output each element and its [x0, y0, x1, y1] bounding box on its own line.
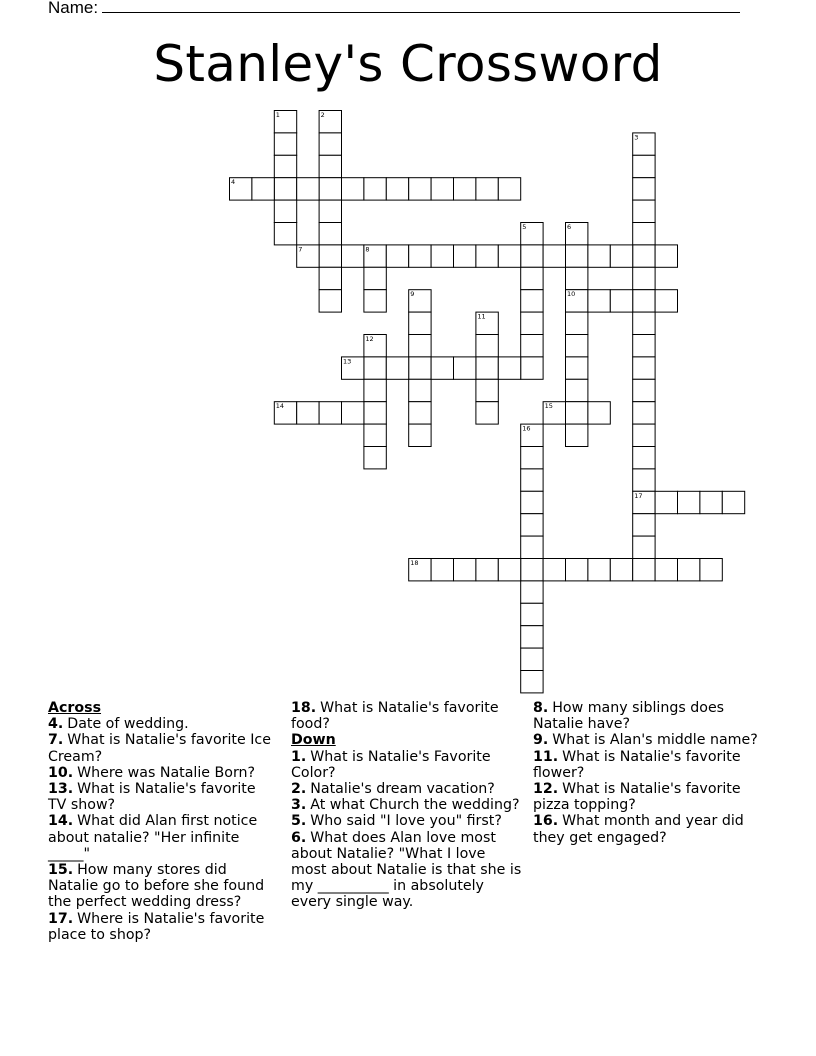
- clue-number: 3: [634, 133, 639, 142]
- page-title: Stanley's Crossword: [153, 35, 663, 93]
- clue-number: 14: [275, 402, 285, 411]
- grid-cell[interactable]: [476, 559, 498, 581]
- grid-cell[interactable]: [521, 447, 543, 469]
- across-clue: [48, 732, 278, 764]
- clue-number-label: 6.: [291, 829, 307, 846]
- clue-number: 18: [410, 559, 419, 567]
- across-clue: [291, 700, 523, 732]
- grid-cell[interactable]: [521, 267, 543, 289]
- clue-text: What is Natalie's favorite flower?: [533, 748, 741, 781]
- down-clue: [291, 781, 523, 797]
- clue-number: 5: [522, 223, 527, 231]
- grid-cell[interactable]: [588, 402, 610, 424]
- grid-cell[interactable]: [364, 335, 386, 357]
- down-clue: [533, 813, 769, 845]
- clue-number-label: 15.: [48, 862, 74, 879]
- clue-number-label: 11.: [533, 748, 559, 765]
- grid-cell[interactable]: [498, 357, 520, 379]
- clue-text: What did Alan first notice about natalie? "Her infinite _____": [48, 813, 258, 862]
- grid-cell[interactable]: [364, 402, 386, 424]
- grid-cell[interactable]: [633, 379, 655, 401]
- clues-column-1: [48, 700, 278, 943]
- grid-cell[interactable]: [678, 559, 700, 581]
- clue-text: Who said "I love you" first?: [310, 813, 502, 830]
- grid-cell[interactable]: [633, 469, 655, 491]
- grid-cell[interactable]: [274, 111, 296, 133]
- grid-cell[interactable]: [364, 178, 386, 200]
- grid-cell[interactable]: [252, 178, 274, 200]
- down-heading: Down: [291, 732, 336, 749]
- clue-number: 16: [522, 424, 531, 433]
- name-label: Name:: [48, 0, 99, 17]
- grid-cell[interactable]: [566, 223, 588, 245]
- clue-text: What month and year did they get engaged?: [533, 813, 744, 846]
- grid-cell[interactable]: [364, 357, 386, 379]
- clue-text: Where is Natalie's favorite place to shop?: [48, 910, 265, 943]
- grid-cell[interactable]: [633, 290, 655, 312]
- clue-number: 4: [231, 178, 236, 187]
- clue-number-label: 12.: [533, 781, 559, 798]
- grid-cell[interactable]: [454, 357, 476, 379]
- grid-cell[interactable]: [521, 491, 543, 513]
- grid-cell[interactable]: [521, 290, 543, 312]
- down-clue: [291, 749, 523, 781]
- across-clue: [48, 765, 278, 781]
- clue-text: What does Alan love most about Natalie? "What I love most about Natalie is that she is my __________ in absolutely every single way.: [291, 829, 522, 911]
- clue-number: 2: [320, 111, 325, 119]
- clue-number-label: 17.: [48, 910, 74, 927]
- grid-cell[interactable]: [274, 133, 296, 155]
- grid-cell[interactable]: [633, 312, 655, 334]
- grid-cell[interactable]: [297, 402, 319, 424]
- grid-cell[interactable]: [476, 312, 498, 334]
- grid-cell[interactable]: [476, 178, 498, 200]
- grid-cell[interactable]: [274, 223, 296, 245]
- grid-cell[interactable]: [319, 133, 341, 155]
- grid-cell[interactable]: [521, 514, 543, 536]
- grid-cell[interactable]: [521, 603, 543, 625]
- grid-cell[interactable]: [454, 559, 476, 581]
- clue-text: Date of wedding.: [67, 716, 189, 733]
- grid-cell[interactable]: [476, 379, 498, 401]
- grid-cell[interactable]: [364, 424, 386, 446]
- clue-number-label: 2.: [291, 781, 307, 798]
- grid-cell[interactable]: [476, 357, 498, 379]
- grid-cell[interactable]: [566, 402, 588, 424]
- across-heading: Across: [48, 700, 102, 716]
- grid-cell[interactable]: [633, 559, 655, 581]
- grid-cell[interactable]: [364, 245, 386, 267]
- clue-text: How many siblings does Natalie have?: [533, 700, 725, 733]
- clue-number: 7: [298, 245, 303, 254]
- grid-cell[interactable]: [521, 559, 543, 581]
- grid-cell[interactable]: [521, 312, 543, 334]
- grid-cell[interactable]: [521, 335, 543, 357]
- grid-cell[interactable]: [521, 469, 543, 491]
- clue-text: Where was Natalie Born?: [77, 764, 256, 781]
- grid-cell[interactable]: [633, 402, 655, 424]
- grid-cell[interactable]: [431, 559, 453, 581]
- down-clue: [533, 700, 769, 732]
- clue-number-label: 3.: [291, 797, 307, 814]
- grid-cell[interactable]: [633, 357, 655, 379]
- clue-number: 6: [567, 223, 572, 231]
- grid-cell[interactable]: [633, 267, 655, 289]
- grid-cell[interactable]: [566, 424, 588, 446]
- grid-cell[interactable]: [297, 245, 319, 267]
- grid-cell[interactable]: [431, 245, 453, 267]
- clue-number: 15: [544, 402, 553, 411]
- grid-cell[interactable]: [566, 267, 588, 289]
- grid-cell[interactable]: [655, 491, 677, 513]
- clue-text: What is Natalie's favorite Ice Cream?: [48, 732, 271, 765]
- grid-cell[interactable]: [386, 357, 408, 379]
- grid-cell[interactable]: [655, 559, 677, 581]
- grid-cell[interactable]: [610, 290, 632, 312]
- clue-text: What is Natalie's favorite pizza topping?: [533, 781, 741, 814]
- grid-cell[interactable]: [566, 335, 588, 357]
- grid-cell[interactable]: [409, 357, 431, 379]
- grid-cell[interactable]: [409, 559, 431, 581]
- grid-cell[interactable]: [543, 402, 565, 424]
- grid-cell[interactable]: [722, 491, 744, 513]
- across-clue: [48, 911, 278, 943]
- grid-cell[interactable]: [566, 357, 588, 379]
- grid-cell[interactable]: [230, 178, 252, 200]
- grid-cell[interactable]: [454, 178, 476, 200]
- grid-cell[interactable]: [521, 223, 543, 245]
- grid-cell[interactable]: [633, 245, 655, 267]
- grid-cell[interactable]: [319, 267, 341, 289]
- grid-cell[interactable]: [700, 491, 722, 513]
- grid-cell[interactable]: [521, 648, 543, 670]
- grid-cell[interactable]: [566, 245, 588, 267]
- grid-cell[interactable]: [386, 245, 408, 267]
- grid-cell[interactable]: [633, 447, 655, 469]
- grid-cell[interactable]: [498, 178, 520, 200]
- clue-number-label: 9.: [533, 732, 549, 749]
- grid-cell[interactable]: [521, 671, 543, 693]
- name-line: [48, 0, 740, 18]
- clue-number-label: 13.: [48, 781, 74, 798]
- clue-text: What is Natalie's favorite food?: [291, 700, 499, 733]
- grid-cell[interactable]: [409, 424, 431, 446]
- clue-text: Natalie's dream vacation?: [310, 781, 495, 798]
- clues-column-3: [533, 700, 769, 846]
- grid-cell[interactable]: [319, 245, 341, 267]
- clue-number-label: 4.: [48, 716, 64, 733]
- clue-number-label: 14.: [48, 813, 74, 830]
- grid-cell[interactable]: [454, 245, 476, 267]
- grid-cell[interactable]: [274, 200, 296, 222]
- grid-cell[interactable]: [319, 402, 341, 424]
- grid-cell[interactable]: [342, 245, 364, 267]
- clue-number: 8: [365, 245, 370, 254]
- clue-text: What is Natalie's Favorite Color?: [291, 748, 491, 781]
- clue-number: 11: [477, 312, 486, 321]
- grid-cell[interactable]: [566, 379, 588, 401]
- down-clue: [291, 813, 523, 829]
- clue-number: 9: [410, 290, 415, 299]
- grid-cell[interactable]: [633, 335, 655, 357]
- grid-cell[interactable]: [543, 245, 565, 267]
- clue-number-label: 5.: [291, 813, 307, 830]
- grid-cell[interactable]: [364, 379, 386, 401]
- grid-cell[interactable]: [633, 424, 655, 446]
- grid-cell[interactable]: [409, 245, 431, 267]
- grid-cell[interactable]: [364, 290, 386, 312]
- clue-number: 17: [634, 491, 643, 500]
- grid-cell[interactable]: [633, 133, 655, 155]
- grid-cell[interactable]: [364, 447, 386, 469]
- grid-cell[interactable]: [655, 290, 677, 312]
- down-clue: [533, 781, 769, 813]
- clue-number: 12: [365, 335, 374, 343]
- down-clue: [291, 797, 523, 813]
- grid-cell[interactable]: [297, 178, 319, 200]
- grid-cell[interactable]: [521, 357, 543, 379]
- clue-number-label: 1.: [291, 748, 307, 765]
- grid-cell[interactable]: [498, 245, 520, 267]
- clues-column-2: [291, 700, 523, 911]
- clue-number-label: 8.: [533, 700, 549, 716]
- grid-cell[interactable]: [700, 559, 722, 581]
- grid-cell[interactable]: [274, 155, 296, 177]
- grid-cell[interactable]: [274, 402, 296, 424]
- grid-cell[interactable]: [342, 357, 364, 379]
- grid-cell[interactable]: [409, 290, 431, 312]
- grid-cell[interactable]: [633, 155, 655, 177]
- grid-cell[interactable]: [319, 223, 341, 245]
- across-clue: [48, 781, 278, 813]
- grid-cell[interactable]: [364, 267, 386, 289]
- grid-cell[interactable]: [386, 178, 408, 200]
- grid-cell[interactable]: [319, 290, 341, 312]
- grid-cell[interactable]: [521, 626, 543, 648]
- grid-cell[interactable]: [588, 559, 610, 581]
- grid-cell[interactable]: [409, 312, 431, 334]
- across-clue: [48, 716, 278, 732]
- clue-text: What is Alan's middle name?: [552, 732, 758, 749]
- clue-number-label: 18.: [291, 700, 317, 716]
- grid-cell[interactable]: [319, 111, 341, 133]
- across-clue: [48, 813, 278, 862]
- grid-cell[interactable]: [521, 245, 543, 267]
- down-clue: [533, 749, 769, 781]
- grid-cell[interactable]: [633, 223, 655, 245]
- grid-cell[interactable]: [633, 514, 655, 536]
- grid-cell[interactable]: [319, 155, 341, 177]
- clue-text: What is Natalie's favorite TV show?: [48, 781, 256, 814]
- grid-cell[interactable]: [476, 335, 498, 357]
- grid-cell[interactable]: [543, 559, 565, 581]
- clue-number: 13: [343, 357, 352, 366]
- grid-cell[interactable]: [342, 402, 364, 424]
- grid-cell[interactable]: [655, 245, 677, 267]
- clue-text: At what Church the wedding?: [310, 797, 520, 814]
- grid-cell[interactable]: [409, 402, 431, 424]
- name-field[interactable]: [102, 0, 740, 13]
- grid-cell[interactable]: [476, 245, 498, 267]
- grid-cell[interactable]: [610, 559, 632, 581]
- grid-cell[interactable]: [610, 245, 632, 267]
- grid-cell[interactable]: [319, 178, 341, 200]
- grid-cell[interactable]: [521, 536, 543, 558]
- grid-cell[interactable]: [476, 402, 498, 424]
- clue-text: How many stores did Natalie go to before she found the perfect wedding dress?: [48, 862, 265, 911]
- clue-number-label: 7.: [48, 732, 64, 749]
- grid-cell[interactable]: [588, 290, 610, 312]
- grid-cell[interactable]: [633, 200, 655, 222]
- grid-cell[interactable]: [409, 178, 431, 200]
- down-clue: [533, 732, 769, 748]
- clue-number-label: 16.: [533, 813, 559, 830]
- grid-cell[interactable]: [633, 178, 655, 200]
- across-clue: [48, 862, 278, 911]
- grid-cell[interactable]: [409, 379, 431, 401]
- grid-cell[interactable]: [431, 357, 453, 379]
- grid-cell[interactable]: [409, 335, 431, 357]
- grid-cell[interactable]: [521, 424, 543, 446]
- grid-cell[interactable]: [431, 178, 453, 200]
- grid-cell[interactable]: [566, 290, 588, 312]
- clue-number-label: 10.: [48, 764, 74, 781]
- grid-cell[interactable]: [633, 491, 655, 513]
- grid-cell[interactable]: [498, 559, 520, 581]
- grid-cell[interactable]: [633, 536, 655, 558]
- grid-cell[interactable]: [566, 312, 588, 334]
- down-clue: [291, 830, 523, 911]
- grid-cell[interactable]: [521, 581, 543, 603]
- grid-cell[interactable]: [342, 178, 364, 200]
- grid-cell[interactable]: [678, 491, 700, 513]
- grid-cell[interactable]: [588, 245, 610, 267]
- grid-cell[interactable]: [566, 559, 588, 581]
- clue-number: 10: [567, 290, 576, 299]
- grid-cell[interactable]: [274, 178, 296, 200]
- grid-cell[interactable]: [319, 200, 341, 222]
- clue-number: 1: [275, 111, 280, 119]
